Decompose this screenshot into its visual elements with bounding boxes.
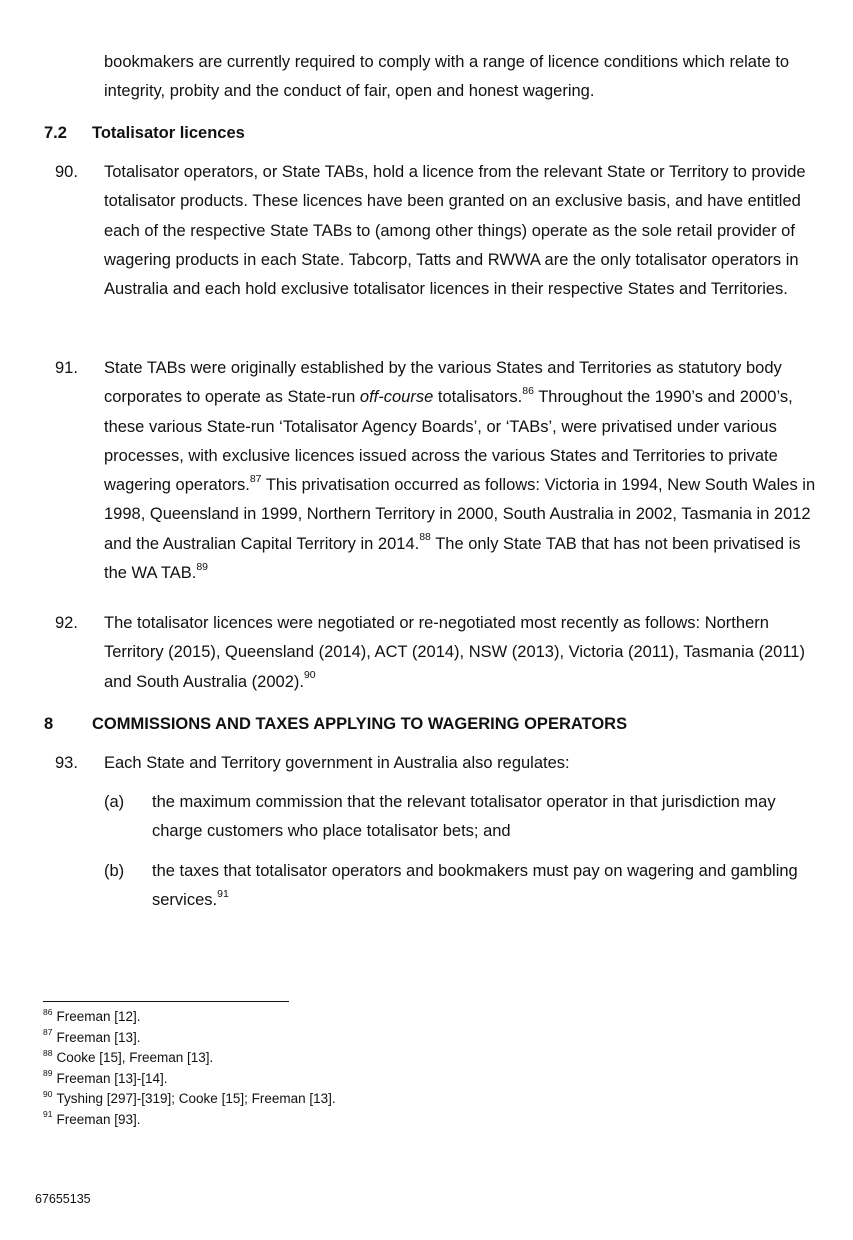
footnote-number: 89 <box>43 1068 53 1078</box>
footnote-89 <box>43 1069 643 1090</box>
paragraph-text: Totalisator operators, or State TABs, hold a licence from the relevant State or Territory to provide totalisator products. These licences have been granted on an exclusive basis, and have entitled each of the respective State TABs to (among other things) operate as the sole retail provider of wagering products in each State. Tabcorp, Tatts and RWWA are the only totalisator operators in Australia and each hold exclusive totalisator licences in their respective States and Territories. <box>104 163 806 299</box>
continuation-paragraph: bookmakers are currently required to comply with a range of licence conditions which relate to integrity, probity and the conduct of fair, open and honest wagering. <box>104 53 790 101</box>
footnote-ref-86[interactable]: 86 <box>522 384 534 397</box>
footnote-number: 88 <box>43 1047 53 1058</box>
paragraph-text <box>104 354 817 588</box>
footnote-text: Cooke [15], Freeman [13]. <box>56 1050 214 1065</box>
footnote-text: Tyshing [297]-[319]; Cooke [15]; Freeman [13]. <box>56 1091 336 1106</box>
footnote-86 <box>43 1007 643 1028</box>
italic-term: off-course <box>359 388 434 407</box>
footnote-ref-87[interactable]: 87 <box>249 472 262 485</box>
footnote-ref-90[interactable]: 90 <box>303 669 316 682</box>
paragraph-text <box>104 609 817 697</box>
paragraph-number: 92. <box>55 614 78 632</box>
footnote-separator <box>43 1001 289 1002</box>
sub-item-text <box>152 857 804 916</box>
footnote-number: 91 <box>43 1109 53 1119</box>
section-title: Totalisator licences <box>92 124 245 142</box>
footnote-number: 90 <box>43 1088 53 1099</box>
sub-item-text: the maximum commission that the relevant totalisator operator in that jurisdiction may charge customers who place totalisator bets; and <box>152 793 776 841</box>
footnotes <box>43 1007 643 1130</box>
footnote-text: Freeman [13]. <box>56 1029 141 1045</box>
text-segment: State TABs were originally established by the various States and Territories as statutory body corporates to operate as State-run <box>104 359 782 407</box>
footnote-ref-91[interactable]: 91 <box>217 887 229 900</box>
paragraph-number: 91. <box>55 359 78 377</box>
text-segment: The only State TAB that has not been privatised is the WA TAB. <box>104 534 801 583</box>
footnote-number: 86 <box>43 1006 53 1017</box>
text-segment: totalisators. <box>433 388 523 407</box>
footnote-ref-88[interactable]: 88 <box>419 531 431 544</box>
footnote-ref-89[interactable]: 89 <box>196 560 209 573</box>
footnote-text: Freeman [13]-[14]. <box>56 1070 168 1086</box>
section-number: 8 <box>44 715 54 733</box>
document-id: 67655135 <box>35 1192 91 1206</box>
paragraph-text: Each State and Territory government in Australia also regulates: <box>104 754 570 772</box>
section-title: COMMISSIONS AND TAXES APPLYING TO WAGERING OPERATORS <box>92 715 628 733</box>
footnote-text: Freeman [12]. <box>56 1009 141 1024</box>
section-number: 7.2 <box>44 124 67 142</box>
paragraph-number: 93. <box>55 754 78 772</box>
footnote-number: 87 <box>43 1027 53 1037</box>
paragraph-number: 90. <box>55 163 78 181</box>
text-segment: This privatisation occurred as follows: Victoria in 1994, New South Wales in 1998, Queensland in 1999, Northern Territory in 2000, South Australia in 2002, Tasmania in 2012 and the Australian Capital Territory in 2014. <box>104 476 816 553</box>
text-segment: the taxes that totalisator operators and bookmakers must pay on wagering and gambling services. <box>152 862 798 910</box>
footnote-87 <box>43 1028 643 1049</box>
sub-item-label: (b) <box>104 862 125 880</box>
sub-item-label: (a) <box>104 793 125 811</box>
footnote-88 <box>43 1048 643 1069</box>
text-segment: Throughout the 1990’s and 2000’s, these various State-run ‘Totalisator Agency Boards’, or ‘TABs’, were privatised under various processes, with exclusive licences issued across the various States and Territories to private wagering operators. <box>104 388 793 495</box>
footnote-90 <box>43 1089 643 1110</box>
footnote-91 <box>43 1110 643 1131</box>
text-segment: The totalisator licences were negotiated or re-negotiated most recently as follows: Northern Territory (2015), Queensland (2014), ACT (2014), NSW (2013), Victoria (2011), Tasmania (2011) and South Australia (2002). <box>104 614 805 691</box>
footnote-text: Freeman [93]. <box>56 1111 141 1127</box>
